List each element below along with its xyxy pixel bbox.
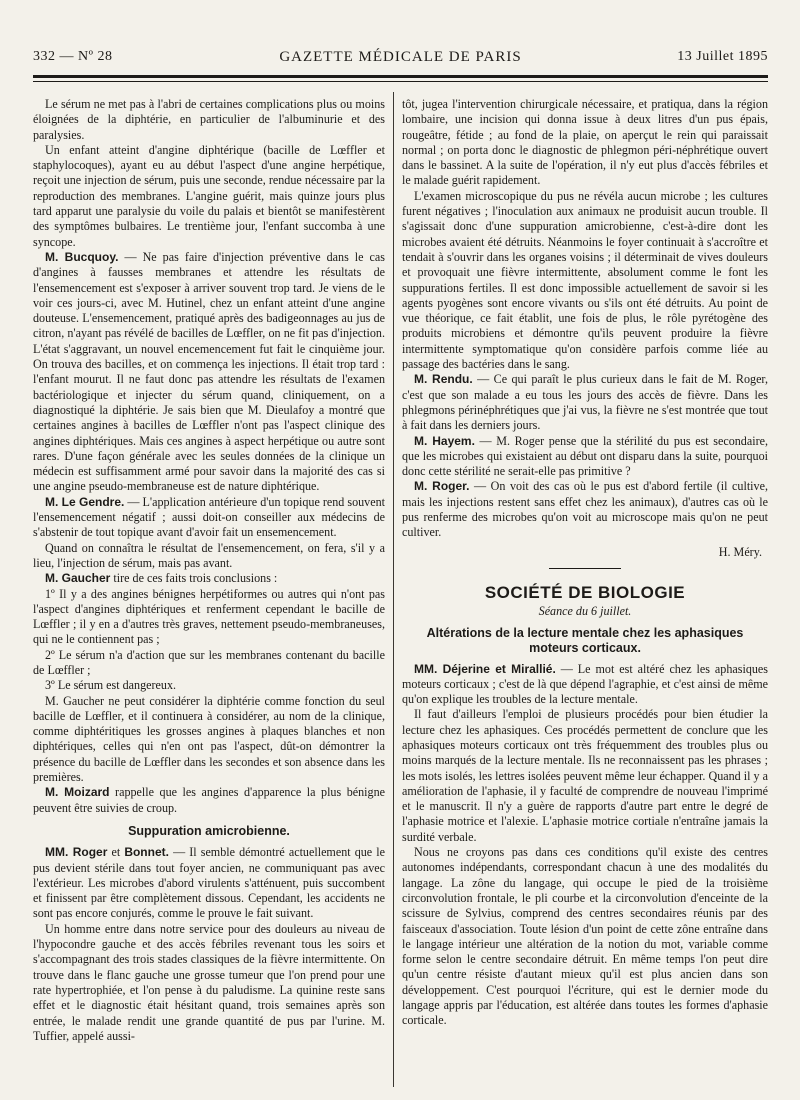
society-heading: SOCIÉTÉ DE BIOLOGIE <box>484 582 686 602</box>
paragraph: 2º Le sérum n'a d'action que sur les membranes contenant du bacille de Lœffler ; <box>33 647 385 677</box>
article-title: Altérations de la lecture mentale chez les aphasiques moteurs corticaux. <box>426 625 744 655</box>
paragraph <box>402 372 768 433</box>
paragraph-text: — Ce qui paraît le plus curieux dans le fait de M. Roger, c'est que son malade a eu tous les jours des accès de fièvre. Dans les phlegmons périnéphrétiques que j'ai vus, la fièvre ne s'est montrée que tout à fait dans les derniers jours. <box>402 372 768 433</box>
paragraph: Le sérum ne met pas à l'abri de certaines complications plus ou moins éloignées de la diphtérie, en particulier de l'albuminurie et des paralysies. <box>33 97 385 142</box>
paragraph: L'examen microscopique du pus ne révéla aucun microbe ; les cultures furent négatives ; l'inoculation aux animaux ne produisit aucun trouble. Il s'agissait donc d'une suppuration amicrobienne, c'est-à-dire dont les microbes avaient été détruits. Néanmoins le foyer continuait à s'accroître et tendait à s'ouvrir dans les organes voisins ; il déterminait de vives douleurs et provoquait une fièvre intermittente, absolument comme le font les suppurations fertiles. Il est donc impossible actuellement de savoir si les agents pyogènes sont encore vivants ou s'ils ont été détruits. Au point de vue théorique, ce fait établit, une fois de plus, le rôle pyrétogène des produits microbiens et démontre qu'ils peuvent produire la fièvre intermittente symptomatique qu'on considère parfois comme liée au passage des bactéries dans le sang. <box>402 188 768 372</box>
paragraph-text: — Le mot est altéré chez les aphasiques moteurs corticaux ; c'est de là que dépend l'agraphie, et c'est ainsi de même qu'on explique les troubles de la lecture mentale. <box>402 661 768 707</box>
column-divider <box>393 92 394 1087</box>
left-column <box>33 97 385 1087</box>
paragraph: 1º Il y a des angines bénignes herpétiformes ou autres qui n'ont pas l'aspect d'angines diphtériques et renferment cependant le bacille de Lœffler ; il y en a d'autres très graves, nettement pseudo-membraneuses, qui ne le contiennent pas ; <box>33 586 385 647</box>
speaker-name: M. Hayem. <box>414 433 475 448</box>
page-header <box>33 49 768 69</box>
paragraph: Quand on connaîtra le résultat de l'ensemencement, on fera, s'il y a lieu, l'injection de sérum, mais pas avant. <box>33 540 385 570</box>
paragraph: Un enfant atteint d'angine diphtérique (bacille de Lœffler et staphylocoques), ayant eu au début l'aspect d'une angine herpétique, reçoit une injection de sérum, puis une seconde, rendue nécessaire par la reproduction des membranes. L'angine guérit, mais quinze jours plus tard apparut une paralysie du voile du palais et bientôt se manifestèrent des symptômes bulbaires. Le trentième jour, l'enfant succomba à une syncope. <box>33 142 385 249</box>
paragraph: Nous ne croyons pas dans ces conditions qu'il existe des centres autonomes indépendants, correspondant chacun à une des modalités du langage. La zône du langage, qui occupe le pied de la troisième circonvolution frontale, le pli courbe et la circonvolution d'enceinte de la scissure de Sylvius, comprend des centres secondaires réunis par des faisceaux d'association. Toute lésion d'un point de cette zône entraîne dans le langage intérieur une altération de la notion du mot, variable comme forme selon le centre secondaire détruit. En même temps l'on peut dire qu'un centre résiste d'autant mieux qu'il est plus ancien dans son développement. C'est pourquoi l'écriture, qui est le dernier mode du langage appris par l'éducation, est altérée dans toutes les formes d'aphasie corticale. <box>402 845 768 1028</box>
paragraph: Un homme entre dans notre service pour des douleurs au niveau de l'hypocondre gauche et des accès fébriles revenant tous les soirs et s'accompagnant des trois stades classiques de la fièvre intermittente. On trouve dans le flanc gauche une grosse tumeur que l'on prend pour une rate hypertrophiée, et l'on pense à du paludisme. La quinine reste sans effet et le diagnostic était hésitant quand, trois semaines après son entrée, le malade rendit une grande quantité de pus par l'urine. M. Tuffier, appelé aussi- <box>33 921 385 1043</box>
speaker-name: MM. Roger <box>45 845 108 860</box>
paragraph-text: — Il semble démontré actuellement que le pus devient stérile dans tout foyer ancien, ne communiquant pas avec l'extérieur. Les microbes d'abord virulents s'atténuent, puis succombent et finissent par être complètement dissous. Cependant, les accidents ne sont pas encore conjurés, comme le prouve le fait suivant. <box>33 845 385 921</box>
page-number: 332 — Nº 28 <box>33 49 113 64</box>
header-rule-thick <box>33 75 768 78</box>
paragraph <box>33 495 385 541</box>
section-separator <box>549 568 621 569</box>
paragraph <box>402 479 768 540</box>
issue-date: 13 Juillet 1895 <box>677 49 768 64</box>
paragraph <box>402 434 768 480</box>
paragraph-text: — On voit des cas où le pus est d'abord fertile (il cultive, mais les injections restent sans effet chez les animaux), d'autres cas où le pus renferme des microbes qu'on voit au microscope mais qu'on ne peut cultiver. <box>402 479 768 540</box>
paragraph: M. Gaucher ne peut considérer la diphtérie comme fonction du seul bacille de Lœffler, et il continuera à considérer, au nom de la clinique, comme diphtéritiques les grosses angines à plaques blanches et non diphtériques, celles qui n'en ont pas l'aspect, dût-on démontrer la présence du bacille de Lœffler dans les secondes et son absence dans les premières. <box>33 693 385 785</box>
speaker-name: M. Moizard <box>45 785 110 800</box>
author-signature: H. Méry. <box>718 544 762 559</box>
paragraph-text: tire de ces faits trois conclusions : <box>110 571 278 586</box>
paragraph <box>33 845 385 921</box>
paragraph <box>33 571 385 586</box>
speaker-name: M. Bucquoy. <box>45 249 119 264</box>
paragraph: 3º Le sérum est dangereux. <box>45 678 177 693</box>
paragraph <box>402 662 768 708</box>
section-subheading: Suppuration amicrobienne. <box>128 823 290 838</box>
speaker-name: M. Gaucher <box>45 571 111 586</box>
paragraph-text: rappelle que les angines d'apparence la plus bénigne peuvent être suivies de croup. <box>33 785 385 815</box>
journal-title: GAZETTE MÉDICALE DE PARIS <box>279 49 522 65</box>
speaker-name: M. Roger. <box>414 479 470 494</box>
speaker-name: Bonnet. <box>124 845 169 860</box>
speaker-name: M. Rendu. <box>414 372 473 387</box>
right-column <box>402 97 768 1087</box>
paragraph-text: — Ne pas faire d'injection préventive dans le cas d'angines à fausses membranes et attendre les résultats de l'ensemencement est s'exposer à arriver souvent trop tard. Je viens de le voir ces jours-ci, avec M. Hutinel, chez un enfant atteint d'une angine douteuse. L'ensemencement, pratiqué après des badigeonnages au jus de citron, n'ayant pas révélé de bacilles de Lœffler, on ne fit pas d'injection. L'état s'aggravant, un nouvel encemencement fut fait le cinquième jour. On trouva des bacilles, et on commença les injections. Il était trop tard : l'enfant mourut. Il ne faut donc pas attendre les résultats de l'examen bactériologique et injecter du sérum quand, cliniquement, on a diagnostiqué la diphtérie. Je sais bien que M. Dieulafoy a montré que certaines angines à bacilles de Lœffler n'ont pas l'aspect clinique des angines diphtériques. Mais ces angines à aspect herpétique ou autre sont rares. D'une façon générale avec les seules données de la clinique un médecin est suffisamment armé pour savoir dans la majorité des cas si une angine pseudo-membraneuse est de nature diphtérique. <box>33 249 385 494</box>
session-date: Séance du 6 juillet. <box>538 604 632 619</box>
paragraph-text: — M. Roger pense que la stérilité du pus est secondaire, que les microbes qui existaient au début ont disparu dans la suite, pourquoi donc cette stérilité ne serait-elle pas primitive ? <box>402 433 768 479</box>
paragraph-text: — L'application antérieure d'un topique rend souvent l'ensemencement négatif ; aussi doit-on conseiller aux médecins de s'abstenir de tout topique avant d'avoir fait un ensemencement. <box>33 494 385 540</box>
paragraph-text: et <box>107 845 125 860</box>
header-rule-thin <box>33 81 768 82</box>
paragraph <box>33 785 385 816</box>
speaker-name: MM. Déjerine et Mirallié. <box>414 661 556 676</box>
paragraph <box>33 250 385 495</box>
paragraph: Il faut d'ailleurs l'emploi de plusieurs procédés pour bien étudier la lecture chez les aphasiques. Ces procédés permettent de conclure que les aphasiques moteurs corticaux ont très fréquemment des troubles plus ou moins marqués de la lecture mentale. Ils ne reconnaissent pas les phrases ; les mots isolés, les lettres isolées peuvent même leur échapper. Quand il y a amélioration de l'aphasie, il y faculté de comprendre de nouveau l'imprimé et le manuscrit. Il n'y a guère de rapports d'autre part entre le degré de l'aphasie motrice et l'alexie. L'aphasie motrice cortiale n'entraîne jamais la surdité verbale. <box>402 707 768 844</box>
paragraph: tôt, jugea l'intervention chirurgicale nécessaire, et pratiqua, dans la région lombaire, une incision qui donna issue à deux litres d'un pus épais, rougeâtre, fétide ; au fond de la plaie, on aperçut le rein qui paraissait normal ; on porta donc le diagnostic de phlegmon péri-néphrétique ouvert dans le bassinet. A la suite de l'opération, il n'y eut plus d'accès fébriles et le malade guérit rapidement. <box>402 97 768 188</box>
speaker-name: M. Le Gendre. <box>45 494 125 509</box>
